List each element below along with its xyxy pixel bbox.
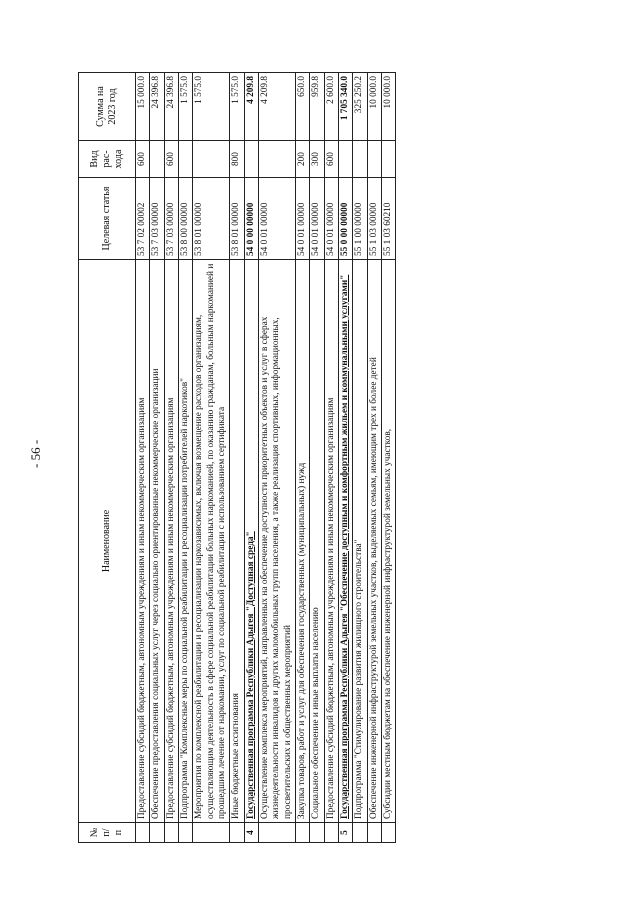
cell-sum: 1 575.0 bbox=[193, 73, 230, 141]
cell-vid bbox=[353, 141, 367, 178]
cell-num bbox=[193, 823, 230, 843]
budget-table bbox=[78, 72, 396, 843]
cell-code: 54 0 00 00000 bbox=[244, 178, 258, 260]
cell-vid bbox=[178, 141, 192, 178]
table-row bbox=[381, 73, 395, 843]
cell-vid: 800 bbox=[230, 141, 244, 178]
cell-name: Предоставление субсидий бюджетным, автономным учреждениям и иным некоммерческим организациям bbox=[136, 260, 150, 823]
cell-sum: 24 396.8 bbox=[150, 73, 164, 141]
cell-num bbox=[324, 823, 338, 843]
table-row bbox=[178, 73, 192, 843]
cell-vid bbox=[258, 141, 295, 178]
table-row bbox=[338, 73, 352, 843]
table-row bbox=[136, 73, 150, 843]
cell-name: Иные бюджетные ассигнования bbox=[230, 260, 244, 823]
cell-num bbox=[367, 823, 381, 843]
cell-sum: 10 000.0 bbox=[367, 73, 381, 141]
cell-name: Закупка товаров, работ и услуг для обеспечения государственных (муниципальных) нужд bbox=[295, 260, 309, 823]
cell-name: Государственная программа Республики Адыгея "Доступная среда" bbox=[244, 260, 258, 823]
cell-name: Субсидии местным бюджетам на обеспечение инженерной инфраструктурой земельных участков, bbox=[381, 260, 395, 823]
cell-vid bbox=[244, 141, 258, 178]
page-number: - 56 - bbox=[28, 439, 43, 468]
cell-vid: 600 bbox=[136, 141, 150, 178]
header-sum: Сумма на 2023 год bbox=[79, 73, 136, 141]
cell-name: Мероприятия по комплексной реабилитации и ресоциализации наркозависимых, включая возмещение расходов организациям, осуществляющим деятельность в сфере социальной реабилитации больных наркоманией, по оказанию гражданам, больным наркоманией и прошедшим лечение от наркомании, услуг по социальной реабилитации с использованием сертификата bbox=[193, 260, 230, 823]
cell-num: 4 bbox=[244, 823, 258, 843]
cell-code: 54 0 01 00000 bbox=[295, 178, 309, 260]
cell-num bbox=[136, 823, 150, 843]
cell-num bbox=[178, 823, 192, 843]
cell-num bbox=[353, 823, 367, 843]
cell-name: Государственная программа Республики Адыгея "Обеспечение доступным и комфортным жильем и коммунальными услугами" bbox=[338, 260, 352, 823]
cell-name: Обеспечение инженерной инфраструктурой земельных участков, выделяемых семьям, имеющим трех и более детей bbox=[367, 260, 381, 823]
cell-name: Подпрограмма "Комплексные меры по социальной реабилитации и ресоциализации потребителей наркотиков" bbox=[178, 260, 192, 823]
cell-vid bbox=[193, 141, 230, 178]
cell-code: 54 0 01 00000 bbox=[258, 178, 295, 260]
cell-code: 53 8 00 00000 bbox=[178, 178, 192, 260]
cell-vid: 200 bbox=[295, 141, 309, 178]
cell-name: Подпрограмма "Стимулирование развития жилищного строительства" bbox=[353, 260, 367, 823]
cell-sum: 10 000.0 bbox=[381, 73, 395, 141]
table-row bbox=[310, 73, 324, 843]
table-body bbox=[136, 73, 396, 843]
cell-code: 55 1 00 00000 bbox=[353, 178, 367, 260]
cell-code: 53 8 01 00000 bbox=[193, 178, 230, 260]
header-vid: Вид рас-хода bbox=[79, 141, 136, 178]
header-code: Целевая статья bbox=[79, 178, 136, 260]
cell-code: 53 8 01 00000 bbox=[230, 178, 244, 260]
table-row bbox=[367, 73, 381, 843]
cell-num bbox=[295, 823, 309, 843]
header-name: Наименование bbox=[79, 260, 136, 823]
cell-sum: 1 575.0 bbox=[178, 73, 192, 141]
table-row bbox=[258, 73, 295, 843]
cell-vid bbox=[338, 141, 352, 178]
cell-vid: 300 bbox=[310, 141, 324, 178]
table-row bbox=[150, 73, 164, 843]
cell-code: 55 1 03 00000 bbox=[367, 178, 381, 260]
cell-vid: 600 bbox=[164, 141, 178, 178]
cell-vid: 600 bbox=[324, 141, 338, 178]
cell-sum: 2 600.0 bbox=[324, 73, 338, 141]
cell-num bbox=[258, 823, 295, 843]
table-row bbox=[230, 73, 244, 843]
cell-code: 55 0 00 00000 bbox=[338, 178, 352, 260]
cell-sum: 1 575.0 bbox=[230, 73, 244, 141]
table-header-row bbox=[79, 73, 136, 843]
table-row bbox=[353, 73, 367, 843]
header-num: № п/п bbox=[79, 823, 136, 843]
cell-num: 5 bbox=[338, 823, 352, 843]
cell-code: 55 1 03 60210 bbox=[381, 178, 395, 260]
cell-name: Предоставление субсидий бюджетным, автономным учреждениям и иным некоммерческим организациям bbox=[324, 260, 338, 823]
cell-num bbox=[164, 823, 178, 843]
cell-num bbox=[230, 823, 244, 843]
cell-num bbox=[381, 823, 395, 843]
cell-vid bbox=[367, 141, 381, 178]
cell-sum: 650.0 bbox=[295, 73, 309, 141]
cell-code: 53 7 03 00000 bbox=[150, 178, 164, 260]
cell-sum: 325 250.2 bbox=[353, 73, 367, 141]
cell-code: 54 0 01 00000 bbox=[324, 178, 338, 260]
table-row bbox=[324, 73, 338, 843]
cell-sum: 4 209.8 bbox=[258, 73, 295, 141]
cell-sum: 24 396.8 bbox=[164, 73, 178, 141]
table-row bbox=[193, 73, 230, 843]
cell-sum: 1 705 340.0 bbox=[338, 73, 352, 141]
cell-code: 54 0 01 00000 bbox=[310, 178, 324, 260]
cell-num bbox=[310, 823, 324, 843]
cell-vid bbox=[381, 141, 395, 178]
table-row bbox=[244, 73, 258, 843]
cell-sum: 4 209.8 bbox=[244, 73, 258, 141]
table-row bbox=[295, 73, 309, 843]
cell-vid bbox=[150, 141, 164, 178]
cell-sum: 15 000.0 bbox=[136, 73, 150, 141]
cell-sum: 959.8 bbox=[310, 73, 324, 141]
cell-name: Обеспечение предоставления социальных услуг через социально ориентированные некоммерческие организации bbox=[150, 260, 164, 823]
cell-name: Осуществление комплекса мероприятий, направленных на обеспечение доступности приоритетных объектов и услуг в сферах жизнедеятельности инвалидов и других маломобильных групп населения, а также реализация спортивных, информационных, просветительских и общественных мероприятий bbox=[258, 260, 295, 823]
cell-name: Предоставление субсидий бюджетным, автономным учреждениям и иным некоммерческим организациям bbox=[164, 260, 178, 823]
cell-name: Социальное обеспечение и иные выплаты населению bbox=[310, 260, 324, 823]
cell-code: 53 7 03 00000 bbox=[164, 178, 178, 260]
table-row bbox=[164, 73, 178, 843]
cell-code: 53 7 02 00002 bbox=[136, 178, 150, 260]
cell-num bbox=[150, 823, 164, 843]
